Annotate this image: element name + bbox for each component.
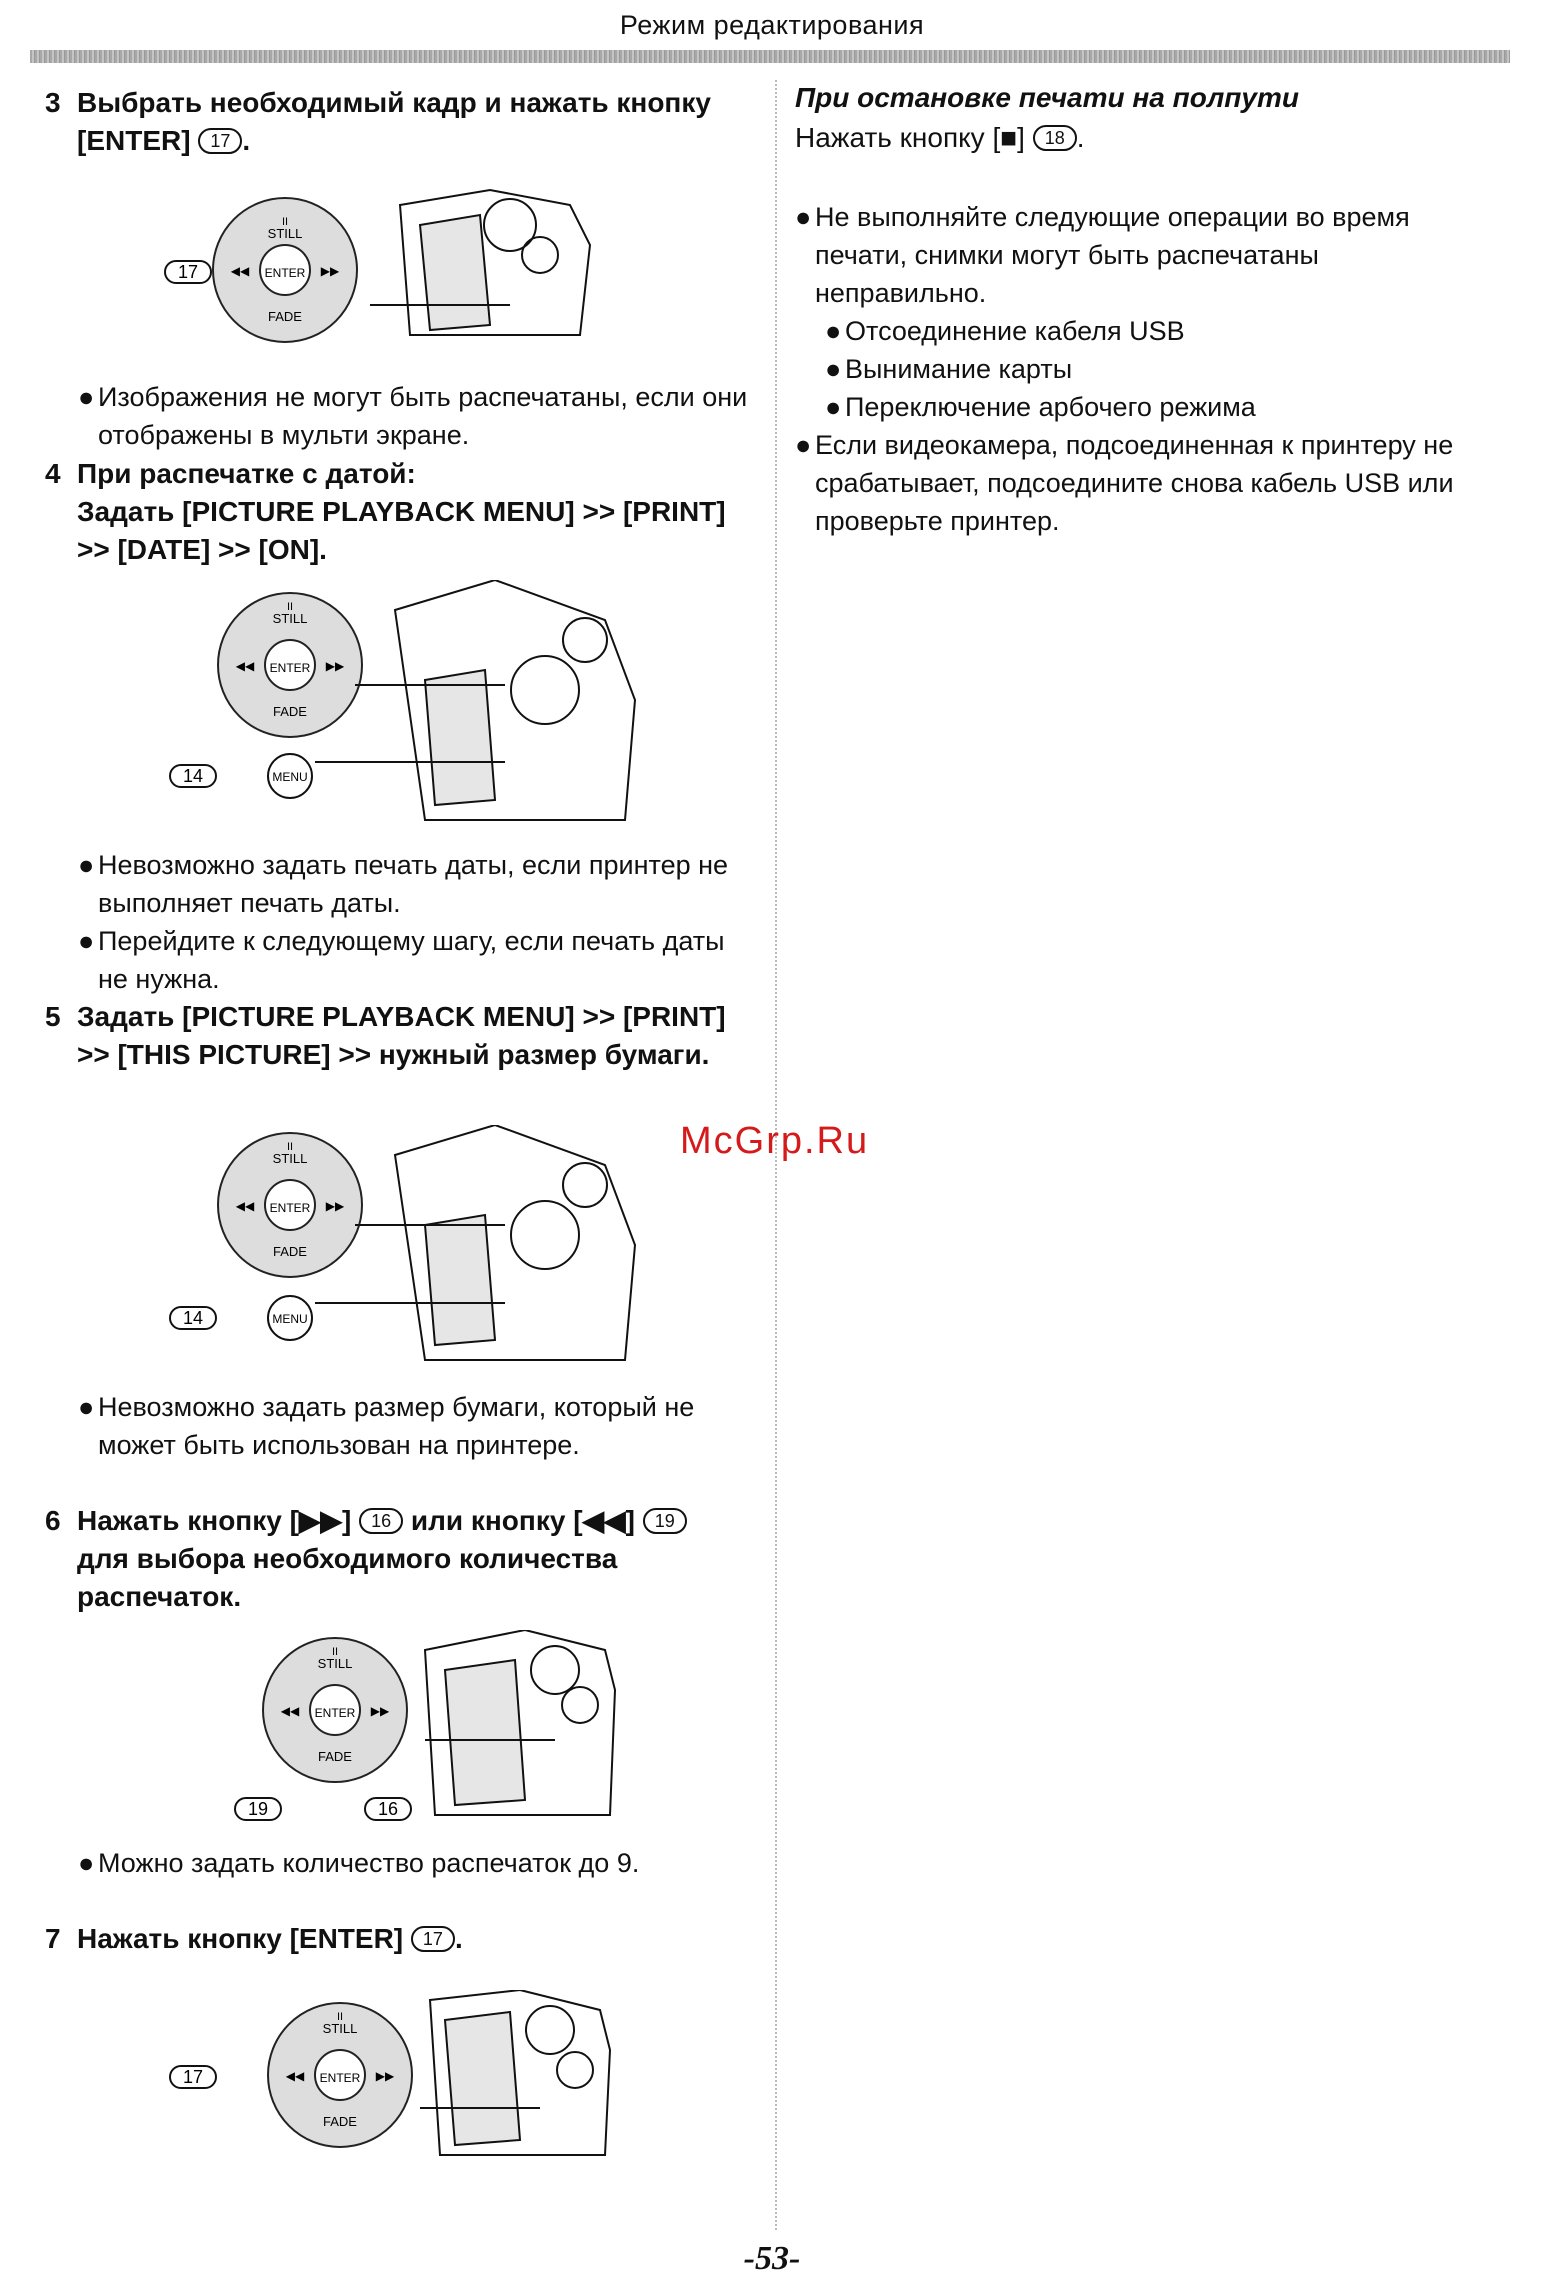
pause-label: II (281, 216, 289, 228)
svg-text:STILL: STILL (322, 2021, 358, 2036)
svg-text:▶▶: ▶▶ (370, 1704, 390, 1718)
callout-badge: 18 (1033, 125, 1077, 151)
step-suffix: . (242, 125, 251, 156)
svg-text:ENTER: ENTER (269, 1201, 311, 1215)
fade-label: FADE (268, 309, 302, 324)
callout-14 (170, 1307, 216, 1329)
rew-label: ◀◀ (230, 264, 250, 278)
note-multi-screen: ● Изображения не могут быть распечатаны, если они отображены в мульти экране. (78, 382, 748, 450)
callout-16 (365, 1798, 411, 1820)
svg-text:19: 19 (247, 1799, 269, 1819)
figure-enter-final (160, 1990, 620, 2160)
page-header-title: Режим редактирования (619, 10, 925, 40)
callout-19 (235, 1798, 281, 1820)
svg-text:14: 14 (182, 1308, 204, 1328)
right-subitem-usb: ● Отсоединение кабеля USB (825, 316, 1185, 346)
right-instruction: Нажать кнопку [■] 18 . (795, 122, 1085, 153)
svg-text:17: 17 (177, 262, 199, 282)
note-paper-size: ● Невозможно задать размер бумаги, который не может быть использован на принтере. (78, 1392, 695, 1460)
svg-text:FADE: FADE (323, 2114, 357, 2129)
figure-menu-paper (165, 1125, 650, 1370)
step-4: 4 При распечатке с датой: Задать [PICTURE PLAYBACK MENU] >> [PRINT] >> [DATE] >> [ON]. (45, 458, 726, 565)
svg-text:II: II (286, 1141, 294, 1153)
step-number: 3 (45, 87, 61, 118)
step-7: 7 Нажать кнопку [ENTER] 17 . (45, 1923, 463, 1954)
callout-14 (170, 765, 216, 787)
svg-text:◀◀: ◀◀ (235, 659, 255, 673)
svg-text:STILL: STILL (272, 611, 308, 626)
camcorder-sketch (420, 1990, 610, 2155)
camcorder-sketch (370, 190, 590, 335)
svg-text:STILL: STILL (317, 1656, 353, 1671)
still-label: STILL (267, 226, 303, 241)
callout-badge: 16 (359, 1508, 403, 1534)
svg-text:FADE: FADE (273, 704, 307, 719)
camcorder-sketch (315, 580, 635, 820)
right-subitem-mode: ● Переключение арбочего режима (825, 392, 1256, 422)
watermark: McGrp.Ru (680, 1120, 870, 1162)
svg-text:II: II (331, 1646, 339, 1658)
svg-text:◀◀: ◀◀ (285, 2069, 305, 2083)
dial (218, 1133, 362, 1277)
right-subitem-card: ● Вынимание карты (825, 354, 1073, 384)
right-note-do-not: ● Не выполняйте следующие операции во время печати, снимки могут быть распечатаны неправильно. (795, 202, 1410, 308)
svg-text:◀◀: ◀◀ (235, 1199, 255, 1213)
svg-text:▶▶: ▶▶ (375, 2069, 395, 2083)
dial (218, 593, 362, 737)
svg-text:ENTER: ENTER (314, 1706, 356, 1720)
svg-text:ENTER: ENTER (269, 661, 311, 675)
callout-badge: 17 (411, 1926, 455, 1952)
svg-text:ENTER: ENTER (319, 2071, 361, 2085)
ff-label: ▶▶ (320, 264, 340, 278)
svg-text:II: II (286, 601, 294, 613)
step-3 (45, 84, 745, 160)
svg-text:◀◀: ◀◀ (280, 1704, 300, 1718)
svg-text:MENU: MENU (272, 1312, 308, 1326)
svg-text:STILL: STILL (272, 1151, 308, 1166)
header-rule (30, 50, 1510, 63)
enter-label: ENTER (264, 266, 306, 280)
svg-text:▶▶: ▶▶ (325, 659, 345, 673)
callout-17 (170, 2066, 216, 2088)
step-6: 6 Нажать кнопку [▶▶] 16 или кнопку [◀◀] 19 для выбора необходимого количества распечаток. (45, 1502, 745, 1616)
figure-enter-dial (160, 185, 610, 345)
callout-badge: 17 (198, 128, 242, 154)
camcorder-sketch (425, 1630, 615, 1815)
svg-text:FADE: FADE (273, 1244, 307, 1259)
svg-text:16: 16 (377, 1799, 399, 1819)
svg-text:▶▶: ▶▶ (325, 1199, 345, 1213)
svg-text:FADE: FADE (318, 1749, 352, 1764)
right-note-reconnect: ● Если видеокамера, подсоединенная к принтеру не срабатывает, подсоедините снова кабель USB или проверьте принтер. (795, 430, 1454, 536)
figure-menu-date (165, 580, 650, 830)
svg-text:17: 17 (182, 2067, 204, 2087)
svg-text:II: II (336, 2011, 344, 2023)
menu-button (268, 1296, 312, 1340)
note-skip-step: ● Перейдите к следующему шагу, если печать даты не нужна. (78, 926, 725, 994)
dial (268, 2003, 412, 2147)
page-number: -53- (743, 2240, 801, 2277)
step-5: 5 Задать [PICTURE PLAYBACK MENU] >> [PRINT] >> [THIS PICTURE] >> нужный размер бумаги. (45, 1001, 726, 1070)
right-heading: При остановке печати на полпути (795, 82, 1299, 113)
callout-17 (165, 261, 211, 283)
figure-quantity (225, 1630, 625, 1830)
camcorder-sketch (315, 1125, 635, 1360)
svg-text:MENU: MENU (272, 770, 308, 784)
step-text: Выбрать необходимый кадр и нажать кнопку [ENTER] (77, 87, 711, 156)
dial (263, 1638, 407, 1782)
dial (213, 198, 357, 342)
menu-button (268, 754, 312, 798)
note-printer-date: ● Невозможно задать печать даты, если принтер не выполняет печать даты. (78, 850, 729, 918)
svg-text:14: 14 (182, 766, 204, 786)
note-max-copies: ● Можно задать количество распечаток до 9. (78, 1848, 640, 1878)
callout-badge: 19 (643, 1508, 687, 1534)
